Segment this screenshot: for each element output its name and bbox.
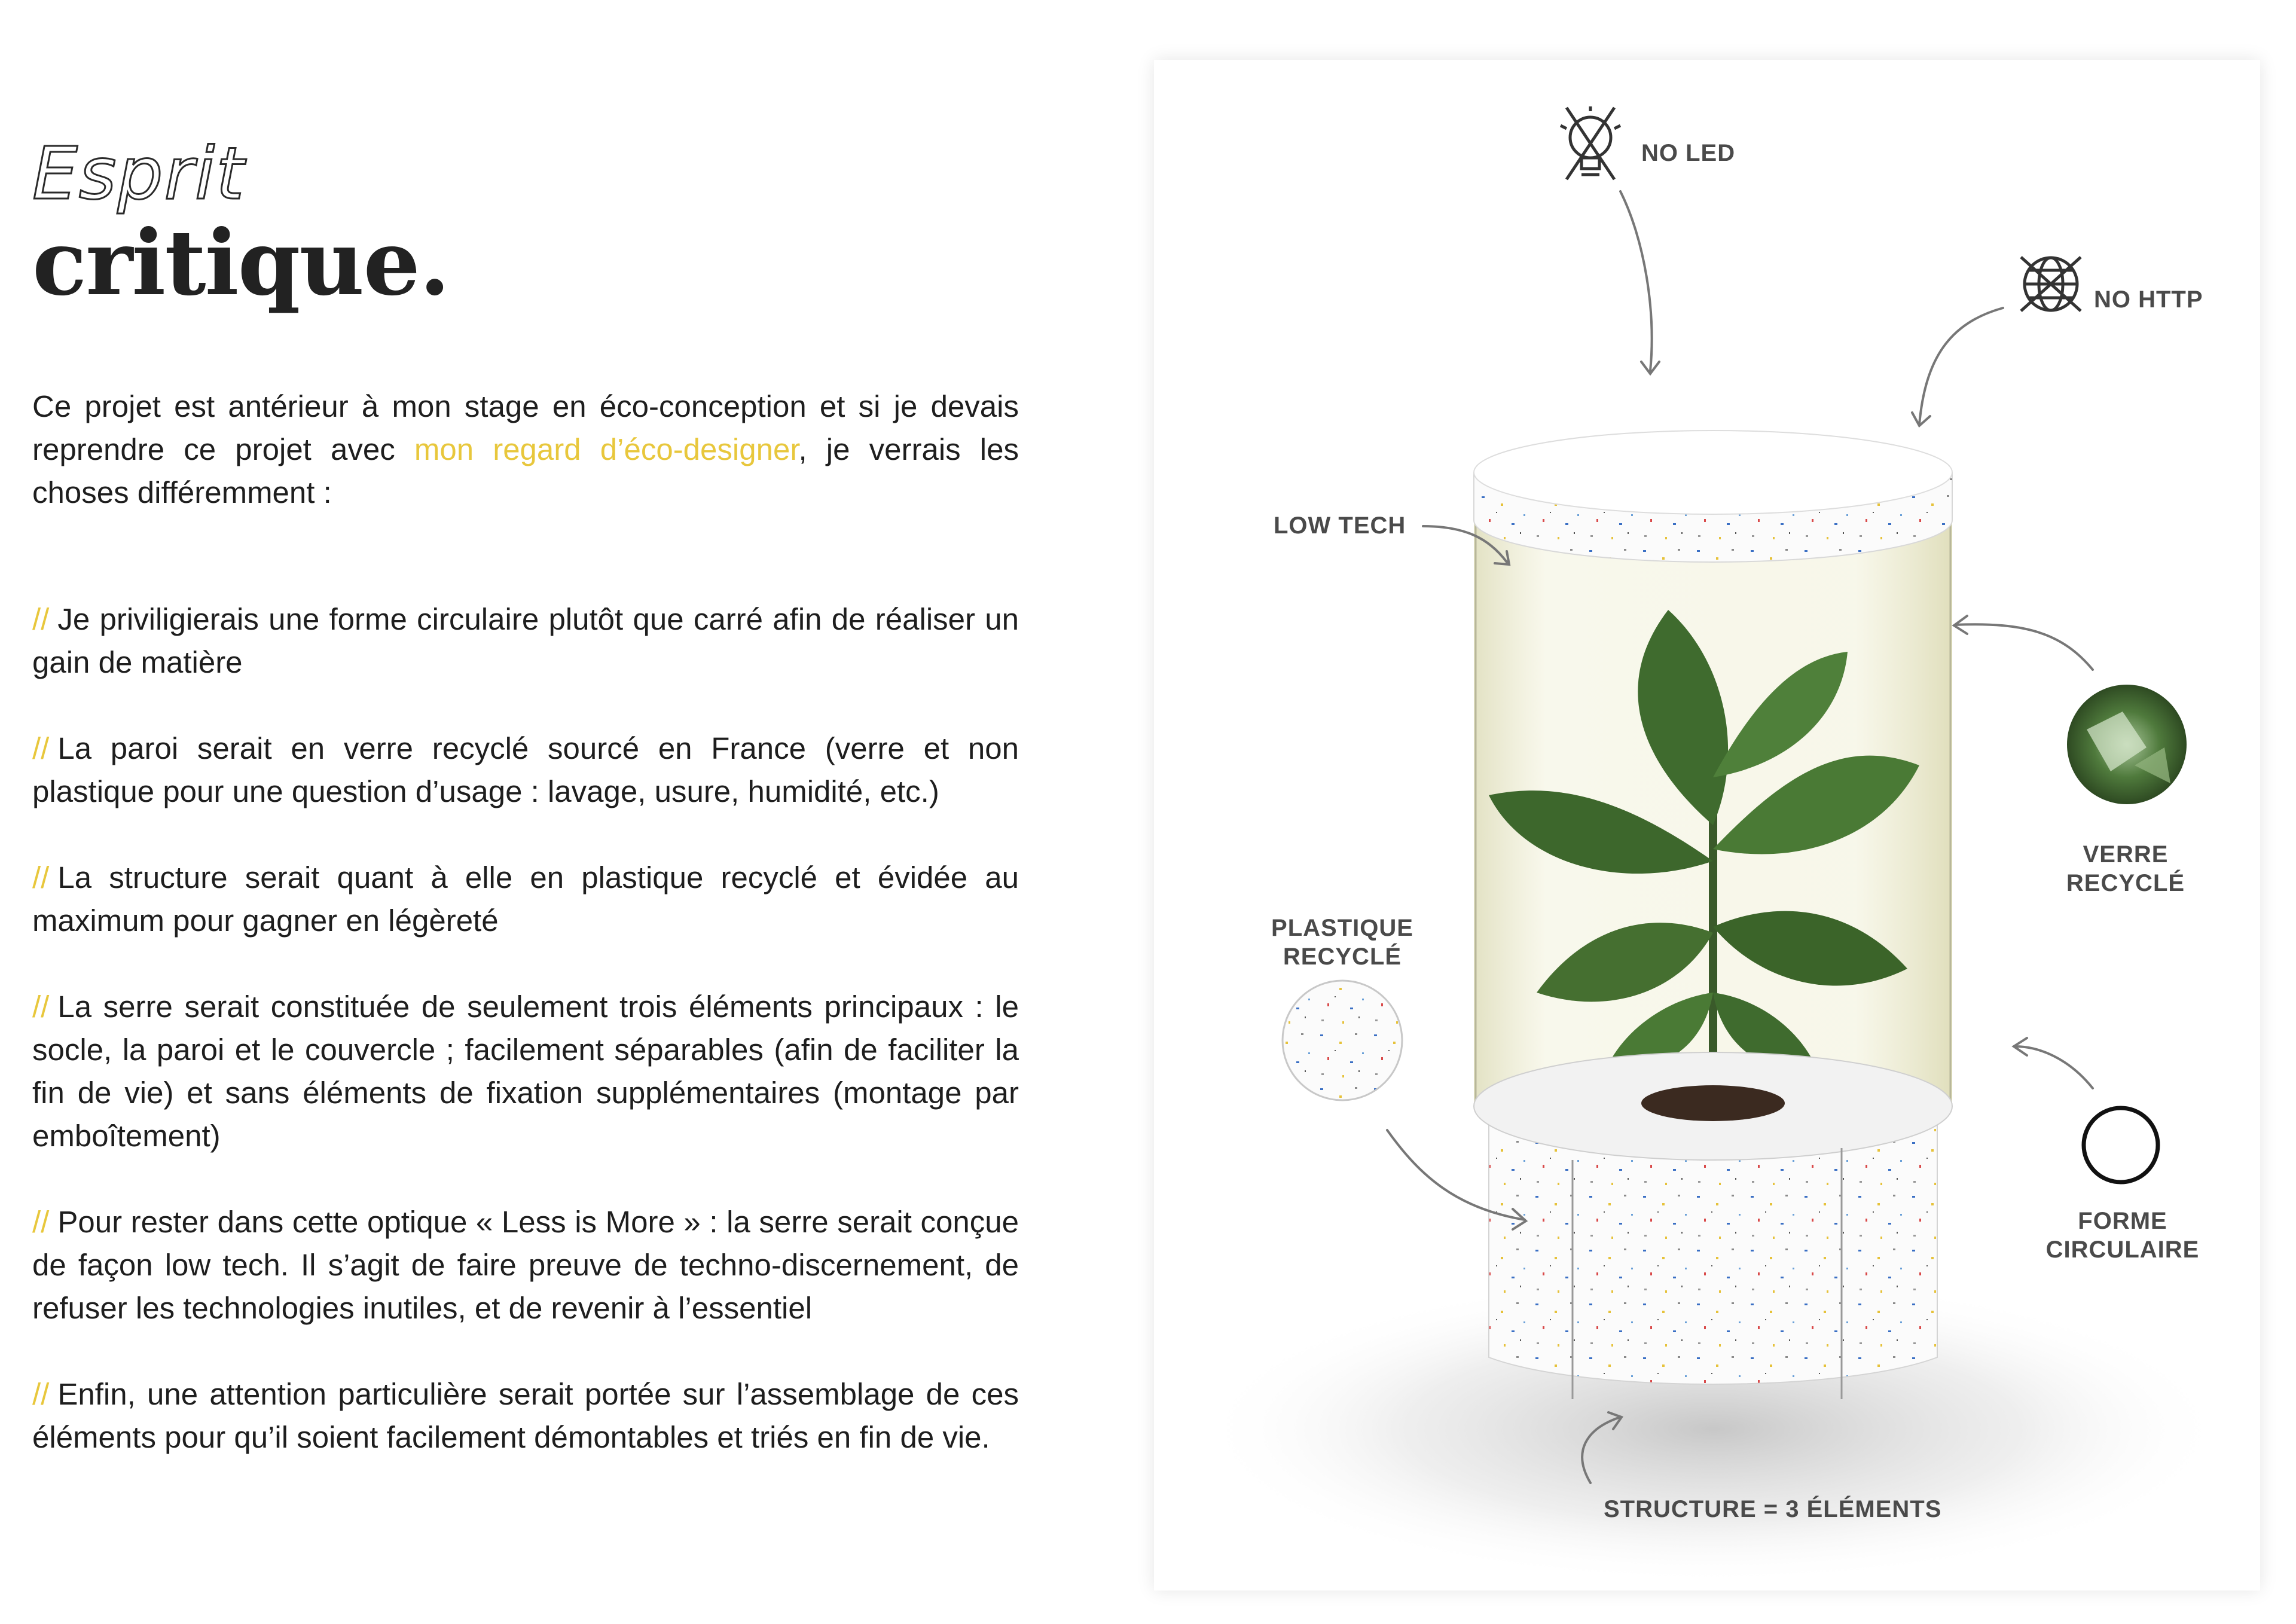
bullet-marker: // [32, 602, 50, 636]
point-text: Pour rester dans cette optique « Less is More » : la serre serait conçue de façon low tech. Il s’agit de faire preuve de techno-discernement, de refuser les technologies inutiles, et de revenir à l’essentiel [32, 1205, 1019, 1325]
point-text: La serre serait constituée de seulement trois éléments principaux : le socle, la paroi et le couvercle ; facilement séparables (afin de faciliter la fin de vie) et sans éléments de fixation supplémentaires (montage par emboîtement) [32, 990, 1019, 1153]
list-item [32, 1373, 1019, 1459]
bullet-marker: // [32, 731, 50, 765]
list-item [32, 598, 1019, 684]
label-plastique-recycle: PLASTIQUE RECYCLÉ [1271, 915, 1413, 970]
list-item [32, 856, 1019, 942]
list-item [32, 727, 1019, 813]
circle-shape-icon [2084, 1108, 2158, 1182]
recycled-plastic-swatch [1283, 981, 1402, 1100]
list-item [32, 1201, 1019, 1330]
label-structure: STRUCTURE = 3 ÉLÉMENTS [1604, 1496, 1942, 1522]
intro-highlight: mon regard d’éco-designer [414, 432, 799, 466]
label-no-http: NO HTTP [2094, 286, 2203, 313]
point-text: Enfin, une attention particulière serait portée sur l’assemblage de ces éléments pour qu’il soient facilement démontables et triés en fin de vie. [32, 1377, 1019, 1454]
bullet-marker: // [32, 1205, 50, 1239]
point-text: La paroi serait en verre recyclé sourcé en France (verre et non plastique pour une question d’usage : lavage, usure, humidité, etc.) [32, 731, 1019, 808]
point-text: La structure serait quant à elle en plastique recyclé et évidée au maximum pour gagner en légèreté [32, 860, 1019, 938]
list-item [32, 985, 1019, 1158]
point-text: Je priviligierais une forme circulaire plutôt que carré afin de réaliser un gain de matière [32, 602, 1019, 679]
heading-line-1: Esprit [32, 133, 246, 216]
label-forme-circulaire: FORME CIRCULAIRE [2045, 1208, 2200, 1263]
label-low-tech: LOW TECH [1274, 512, 1406, 539]
heading-line-2: critique. [32, 210, 450, 316]
intro-text-before: Ce projet est antérieur à mon stage en éco-conception et si je devais reprendre ce projet avec [32, 389, 1019, 466]
intro-paragraph [32, 385, 1019, 514]
bullet-marker: // [32, 1377, 50, 1411]
no-http-icon [2021, 257, 2081, 311]
bullet-marker: // [32, 860, 50, 895]
recycled-glass-swatch [2067, 685, 2187, 804]
intro-text-after: , je verrais les choses différemment : [32, 432, 1019, 509]
points-list [32, 598, 1019, 1502]
bullet-marker: // [32, 990, 50, 1024]
label-no-led: NO LED [1641, 140, 1736, 166]
label-verre-recycle: VERRE RECYCLÉ [2066, 841, 2185, 896]
illustration-panel [1154, 60, 2260, 1591]
no-led-icon [1561, 106, 1620, 179]
